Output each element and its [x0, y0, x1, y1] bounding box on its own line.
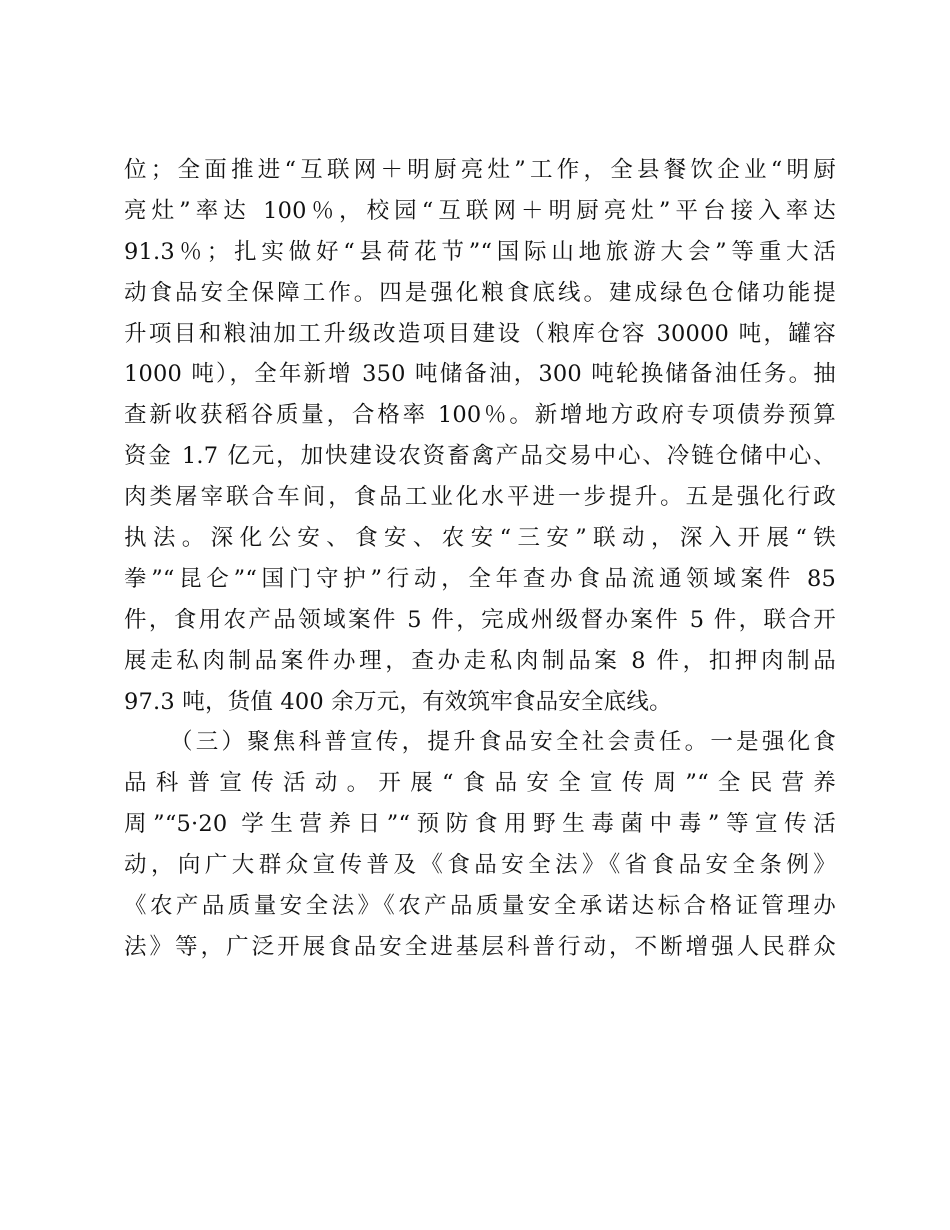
text-line: 91.3％；扎实做好“县荷花节”“国际山地旅游大会”等重大活	[124, 238, 836, 265]
text-line: 肉类屠宰联合车间，食品工业化水平进一步提升。五是强化行政	[124, 484, 836, 511]
text-line: 1000 吨），全年新增 350 吨储备油，300 吨轮换储备油任务。抽	[124, 361, 836, 388]
text-line: 品科普宣传活动。开展“食品安全宣传周”“全民营养	[124, 770, 836, 797]
text-line: 资金 1.7 亿元，加快建设农资畜禽产品交易中心、冷链仓储中心、	[124, 443, 836, 470]
text-line: 查新收获稻谷质量，合格率 100％。新增地方政府专项债券预算	[124, 402, 836, 429]
text-line: 位；全面推进“互联网＋明厨亮灶”工作，全县餐饮企业“明厨	[124, 157, 836, 183]
text-line: 亮灶”率达 100％，校园“互联网＋明厨亮灶”平台接入率达	[124, 197, 836, 224]
text-line: 周”“5·20 学生营养日”“预防食用野生毒菌中毒”等宣传活	[124, 811, 836, 838]
text-line: 执法。深化公安、食安、农安“三安”联动，深入开展“铁	[124, 525, 836, 552]
text-line: 动，向广大群众宣传普及《食品安全法》《省食品安全条例》	[124, 852, 836, 879]
text-line: 展走私肉制品案件办理，查办走私肉制品案 8 件，扣押肉制品	[124, 647, 836, 674]
document-body	[124, 150, 836, 968]
paragraph-end-line: 97.3 吨，货值 400 余万元，有效筑牢食品安全底线。	[124, 688, 672, 715]
text-line: 动食品安全保障工作。四是强化粮食底线。建成绿色仓储功能提	[124, 279, 836, 306]
text-line: 法》等，广泛开展食品安全进基层科普行动，不断增强人民群众	[124, 933, 836, 960]
text-line: 件，食用农产品领域案件 5 件，完成州级督办案件 5 件，联合开	[124, 606, 836, 633]
text-line: 拳”“昆仑”“国门守护”行动，全年查办食品流通领域案件 85	[124, 565, 836, 592]
text-line: 《农产品质量安全法》《农产品质量安全承诺达标合格证管理办	[124, 893, 836, 920]
text-line: 升项目和粮油加工升级改造项目建设（粮库仓容 30000 吨，罐容	[124, 320, 836, 347]
section-heading-line: （三）聚焦科普宣传，提升食品安全社会责任。一是强化食	[170, 729, 836, 756]
